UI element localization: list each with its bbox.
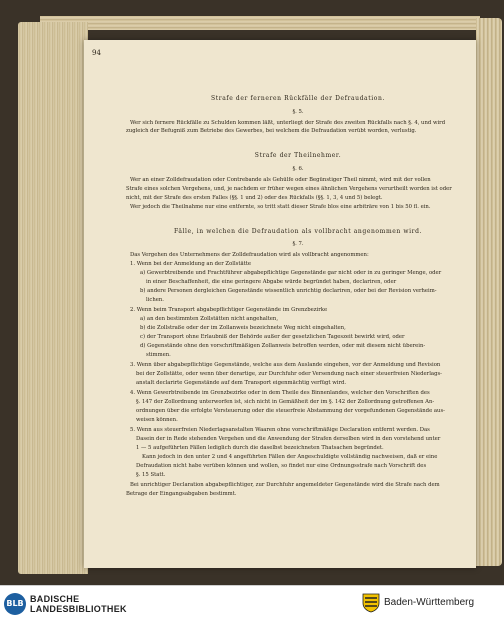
text-line: Wer jedoch die Theilnahme nur eine entfernte, so tritt statt dieser Strafe blos eine arbiträre von 1 bis 50 fl. ein. [130,204,431,210]
page-edges-right [476,18,502,566]
list-item: a) an den bestimmten Zollstätten nicht angehalten, [140,316,279,322]
text-line: 1 — 5 aufgeführten Fällen lediglich durch die daselbst bezeichneten Thatsachen begründet. [136,445,384,451]
text-line: ordnungen über die erfolgte Versteuerung oder die steuerfreie Abstammung der vorgefundenen Gegenstände aus- [136,408,445,414]
text-line: Bei unrichtiger Declaration abgabepflichtiger, zur Durchfuhr angemeldeter Gegenstände wird die Strafe nach dem [130,482,440,488]
text-line: Dasein der in Rede stehenden Vergehen und die Anwendung der Strafen derselben wird in den vorstehend unter [136,436,441,442]
list-item: 2. Wenn beim Transport abgabepflichtiger Gegenstände im Grenzbezirke [130,307,328,313]
page-edges-left [18,22,88,574]
text-line: anstalt declarirte Gegenstände auf dem Transport eigenmächtig verfügt wird. [136,380,347,386]
text-line: §. 15 Statt. [136,472,166,478]
text-line: Betrage der Eingangsabgaben bestimmt. [126,491,237,497]
book-page [84,40,476,568]
list-item: b) die Zollstraße oder der im Zollanweis bezeichnete Weg nicht eingehalten, [140,325,346,331]
text-line: Kann jedoch in den unter 2 und 4 angeführten Fällen der Angeschuldigte vollständig nachweisen, daß er eine [142,454,438,460]
text-line: Strafe eines solchen Vergehens, und, je nachdem er früher wegen eines ähnlichen Vergehens verurtheilt worden ist oder [126,186,452,192]
text-line: stimmen. [146,352,171,358]
text-line: Defraudation nicht habe verüben können und wollen, so findet nur eine Ordnungsstrafe nach Vorschrift des [136,463,427,469]
list-item: 5. Wenn aus steuerfreien Niederlagsanstalten Waaren ohne vorschriftmäßige Declaration entfernt werden. Das [130,427,430,433]
text-line: Wer sich fernere Rückfälle zu Schulden kommen läßt, unterliegt der Strafe des zweiten Rückfalls nach §. 4, und wird [130,120,446,126]
institution-name-line2: LANDESBIBLIOTHEK [30,604,127,614]
text-line: nicht, mit der Strafe des ersten Falles (§§. 1 und 2) oder des Rückfalls (§§. 1, 3, 4 und 5) belegt. [126,195,383,201]
section-6-number: §. 6. [292,166,304,172]
blb-logo[interactable]: BLB [4,593,26,615]
list-item: c) der Transport ohne Erlaubniß der Behörde außer der gesetzlichen Tageszeit bewirkt wird, oder [140,334,405,340]
list-item: 4. Wenn Gewerbtreibende im Grenzbezirke oder in dem Theile des Binnenlandes, welcher den Vorschriften des [130,390,430,396]
text-line: in einer Beschaffenheit, die eine geringere Abgabe würde begründet haben, declariren, oder [146,279,397,285]
baden-wuerttemberg-crest-icon [362,593,380,613]
state-name[interactable]: Baden-Württemberg [384,597,475,608]
heading-theilnehmer: Strafe der Theilnehmer. [254,152,342,159]
text-line: Das Vergehen des Unternehmens der Zolldefraudation wird als vollbracht angenommen: [130,252,369,258]
text-line: lichen. [146,297,164,303]
text-line: Wer an einer Zolldefraudation oder Contrebande als Gehülfe oder Begünstiger Theil nimmt, wird mit der vollen [130,177,431,183]
text-line: zugleich der Befugniß zum Betriebe des Gewerbes, bei welchem die Defraudation verübt worden, verlustig. [126,128,417,134]
heading-fernere-rueckfaelle: Strafe der ferneren Rückfälle der Defraudation. [211,95,385,102]
library-footer [0,585,504,619]
section-5-number: §. 5. [292,109,304,115]
page-text-area [92,40,470,568]
page-edges-top [40,16,480,30]
heading-defraudation-vollbracht: Fälle, in welchen die Defraudation als vollbracht angenommen wird. [173,228,423,235]
list-item: a) Gewerbtreibende und Frachtführer abgabepflichtige Gegenstände gar nicht oder in zu geringer Menge, oder [140,270,442,276]
text-line: bei der Zollstätte, oder wenn über derartige, zur Durchfuhr oder Versendung nach einer steuerfreien Niederlags- [136,371,442,377]
list-item: b) andere Personen dergleichen Gegenstände wissentlich unrichtig declariren, oder bei der Revision verheim- [140,288,437,294]
list-item: 3. Wenn über abgabepflichtige Gegenstände, welche aus dem Auslande eingehen, vor der Anmeldung und Revision [130,362,441,368]
text-line: weisen können. [136,417,178,423]
section-7-number: §. 7. [292,241,304,247]
list-item: 1. Wenn bei der Anmeldung an der Zollstätte [130,261,252,267]
page-number: 94 [92,49,101,57]
institution-name-line1: BADISCHE [30,594,80,604]
list-item: d) Gegenstände ohne den vorschriftmäßigen Zollanweis betroffen werden, oder mit diesem nicht überein- [140,343,426,349]
text-line: §. 147 der Zollordnung unterworfen ist, sich nicht in Gemäßheit der im §. 142 der Zollordnung getroffenen An- [136,399,435,405]
